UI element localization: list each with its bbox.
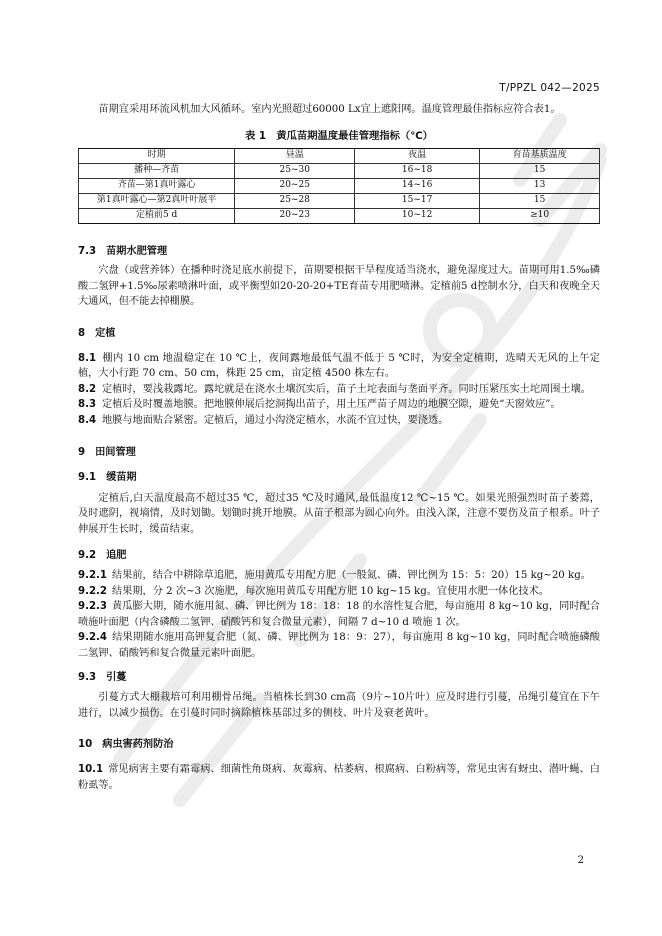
clause-10-1 [78, 762, 600, 793]
section-heading-9-3 [78, 670, 600, 686]
section-title: 定植 [95, 327, 116, 339]
clause-text: 结果前，结合中耕除草追肥，施用黄瓜专用配方肥（一般氮、磷、钾比例为 15：5：20）15 kg~20 kg。 [112, 570, 591, 582]
table-header-cell: 夜温 [355, 148, 480, 163]
page-number: 2 [577, 855, 584, 866]
section-heading-9 [78, 445, 600, 461]
table-cell: 第1真叶露心—第2真叶叶展平 [79, 193, 235, 208]
table-header-cell: 昼温 [235, 148, 355, 163]
section-number: 8 [78, 327, 86, 339]
section-heading-7-3 [78, 244, 600, 260]
section-title: 追肥 [106, 549, 127, 561]
table-cell: 20~25 [235, 178, 355, 193]
section-paragraph: 穴盘（或营养钵）在播种时浇足底水前提下，苗期要根据干旱程度适当浇水，避免湿度过大。苗期可用1.5‰磷酸二氢钾+1.5‰尿素喷淋叶面，或平衡型如20-20-20+TE育苗专用肥喷淋。定植前5 d控制水分，白天和夜晚全天大通风，但不能去掉棚膜。 [78, 265, 600, 308]
table-row [79, 178, 600, 193]
clause-number: 9.2.4 [78, 632, 108, 644]
table-cell: 10~12 [355, 208, 480, 223]
table-cell: 15~17 [355, 193, 480, 208]
clause-text: 结果期随水施用高钾复合肥（氮、磷、钾比例为 18：9：27），每亩施用 8 kg~10 kg，同时配合喷施磷酸二氢钾、硝酸钙和复合微量元素叶面肥。 [78, 632, 600, 660]
table-cell: 播种—齐苗 [79, 163, 235, 178]
clause-8-1 [78, 351, 600, 382]
section-title: 苗期水肥管理 [106, 245, 168, 257]
clause-text: 棚内 10 cm 地温稳定在 10 ℃上，夜间露地最低气温不低于 5 ℃时，为安全定植期，选晴天无风的上午定植，大小行距 70 cm、50 cm，株距 25 cm，亩定植 4500 株左右。 [78, 352, 600, 380]
table-row [79, 208, 600, 223]
document-body [78, 102, 600, 793]
clause-9-2-4 [78, 630, 600, 661]
table-cell: 25~28 [235, 193, 355, 208]
clause-number: 9.2.1 [78, 570, 108, 582]
clause-number: 8.3 [78, 399, 97, 411]
table-cell: ≥10 [480, 208, 600, 223]
table-header-cell: 时期 [79, 148, 235, 163]
table-cell: 20~23 [235, 208, 355, 223]
section-heading-9-2 [78, 548, 600, 564]
table-cell: 14~16 [355, 178, 480, 193]
section-title: 病虫害药剂防治 [102, 739, 174, 751]
section-title: 缓苗期 [106, 472, 137, 484]
table-header-cell: 育苗基质温度 [480, 148, 600, 163]
clause-text: 定植时，要浅栽露坨。露坨就是在浇水土壤沉实后，苗子土坨表面与垄面平齐。同时压紧压实土坨周围土壤。 [102, 383, 591, 395]
clause-8-4 [78, 413, 600, 429]
clause-number: 8.1 [78, 352, 97, 364]
table-cell: 定植前5 d [79, 208, 235, 223]
document-code: T/PPZL 042—2025 [499, 82, 600, 94]
clause-text: 地膜与地面贴合紧密。定植后，通过小沟浇定植水，水流不宜过快，要浇透。 [102, 414, 449, 426]
clause-text: 常见病害主要有霜霉病、细菌性角斑病、灰霉病、枯萎病、根腐病、白粉病等，常见虫害有蚜虫、潜叶蝇、白粉虱等。 [78, 764, 600, 791]
section-title: 引蔓 [106, 671, 127, 683]
temperature-table [78, 148, 600, 224]
section-heading-8 [78, 326, 600, 342]
table-row [79, 193, 600, 208]
clause-9-2-2 [78, 584, 600, 600]
table-cell: 16~18 [355, 163, 480, 178]
clause-text: 黄瓜膨大期，随水施用氮、磷、钾比例为 18：18：18 的水溶性复合肥，每亩施用 8 kg~10 kg，同时配合喷施叶面肥（内含磷酸二氢钾、硝酸钙和复合微量元素），间隔 7 d~10 d 喷施 1 次。 [78, 601, 600, 628]
clause-9-2-3 [78, 599, 600, 630]
intro-paragraph: 苗期宜采用环流风机加大风循环。室内光照超过60000 Lx宜上遮阳网。温度管理最佳指标应符合表1。 [98, 104, 561, 115]
section-paragraph: 引蔓方式大棚栽培可利用棚骨吊绳。当植株长到30 cm高（9片~10片叶）应及时进行引蔓，吊绳引蔓宜在下午进行，以减少损伤。在引蔓时同时摘除植株基部过多的侧枝、叶片及衰老黄叶。 [78, 692, 600, 719]
table-cell: 15 [480, 193, 600, 208]
section-heading-10 [78, 737, 600, 753]
clause-number: 9.2.3 [78, 601, 108, 613]
clause-number: 10.1 [78, 764, 104, 776]
table-row [79, 163, 600, 178]
table-cell: 15 [480, 163, 600, 178]
section-number: 9.3 [78, 671, 97, 683]
section-number: 7.3 [78, 245, 97, 257]
table-cell: 25~30 [235, 163, 355, 178]
section-number: 9 [78, 446, 86, 458]
clause-text: 结果期，分 2 次~3 次施肥，每次施用黄瓜专用配方肥 10 kg~15 kg。宜使用水肥一体化技术。 [112, 585, 549, 597]
section-number: 9.1 [78, 472, 97, 484]
section-number: 10 [78, 739, 93, 751]
section-paragraph: 定植后,白天温度最高不超过35 ℃，超过35 ℃及时通风,最低温度12 ℃~15 ℃。如果光照强烈时苗子萎蔫，及时遮阴，视墒情，及时划锄。划锄时挑开地膜。从苗子根部为圆心向外。由浅入深，注意不要伤及苗子根系。叶子伸展开生长时，缓苗结束。 [78, 492, 600, 535]
table-cell: 齐苗—第1真叶露心 [79, 178, 235, 193]
clause-number: 8.2 [78, 383, 97, 395]
clause-8-3 [78, 397, 600, 413]
table-header-row [79, 148, 600, 163]
section-heading-9-1 [78, 470, 600, 486]
clause-text: 定植后及时覆盖地膜。把地膜伸展后挖洞掏出苗子，用土压严苗子周边的地膜空隙，避免“天窗效应”。 [102, 399, 561, 411]
clause-9-2-1 [78, 568, 600, 584]
clause-8-2 [78, 382, 600, 398]
clause-number: 9.2.2 [78, 585, 108, 597]
section-number: 9.2 [78, 549, 97, 561]
clause-number: 8.4 [78, 414, 97, 426]
table-cell: 13 [480, 178, 600, 193]
table-caption: 表 1 黄瓜苗期温度最佳管理指标（℃） [245, 129, 433, 142]
section-title: 田间管理 [95, 446, 136, 458]
